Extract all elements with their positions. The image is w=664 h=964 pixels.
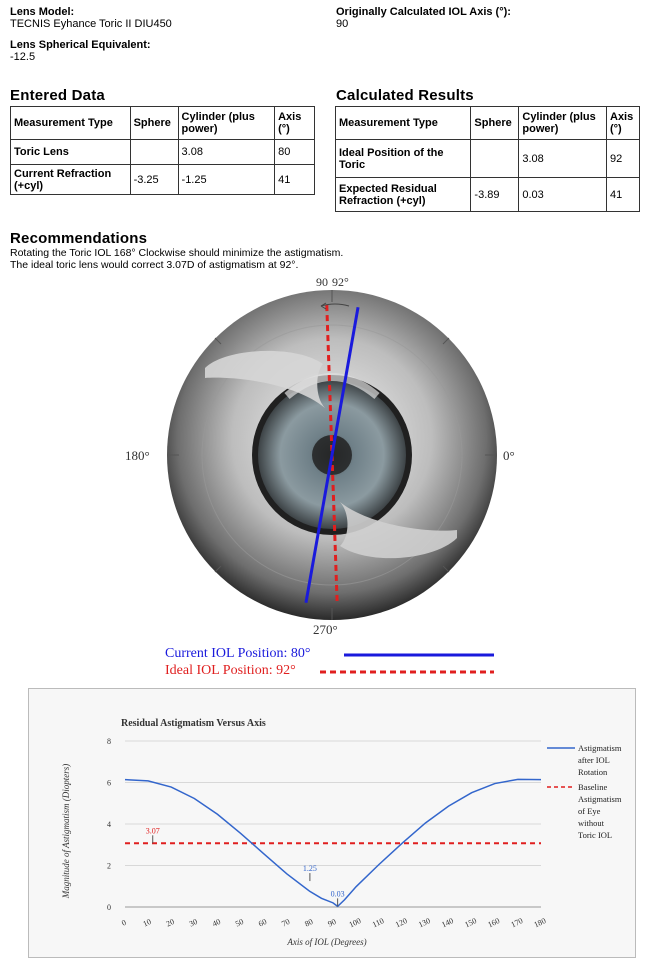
legend-baseline-line5: Toric IOL (578, 830, 613, 840)
current-iol-legend (165, 646, 310, 662)
annotation-label: 0.03 (330, 889, 345, 899)
chart-y-ticks (107, 737, 111, 912)
table-cell: 41 (275, 165, 315, 195)
label-0: 0° (503, 448, 515, 463)
y-tick-label: 8 (107, 737, 111, 746)
legend-baseline-line1: Baseline (578, 782, 608, 792)
x-tick-label: 80 (303, 916, 315, 929)
legend-curve-line3: Rotation (578, 767, 608, 777)
column-header: Sphere (130, 107, 178, 140)
table-cell: -3.25 (130, 165, 178, 195)
x-tick-label: 160 (486, 916, 502, 930)
spherical-equivalent-label: Lens Spherical Equivalent: (10, 39, 151, 51)
table-row (11, 140, 315, 165)
y-tick-label: 0 (107, 903, 111, 912)
table-row (336, 140, 640, 178)
x-tick-label: 150 (463, 916, 478, 930)
table-cell: 80 (275, 140, 315, 165)
table-cell: 92 (607, 140, 640, 178)
table-header-row (11, 107, 315, 140)
ideal-iol-legend-text: Ideal IOL Position: 92° (165, 663, 296, 678)
legend-baseline-line2: Astigmatism (578, 794, 622, 804)
table-cell: Toric Lens (11, 140, 131, 165)
x-tick-label: 10 (141, 916, 153, 929)
calculated-results-title: Calculated Results (336, 87, 474, 104)
column-header: Axis (°) (607, 107, 640, 140)
x-tick-label: 50 (233, 916, 246, 929)
recommendation-line-1: Rotating the Toric IOL 168° Clockwise should minimize the astigmatism. (10, 247, 344, 259)
table-cell: 3.08 (178, 140, 275, 165)
table-cell (130, 140, 178, 165)
lens-model-label: Lens Model: (10, 6, 75, 18)
ideal-iol-legend (165, 663, 296, 679)
table-cell: Ideal Position of the Toric (336, 140, 471, 178)
column-header: Axis (°) (275, 107, 315, 140)
x-tick-label: 70 (280, 916, 292, 929)
legend-baseline-line3: of Eye (578, 806, 601, 816)
current-iol-legend-text: Current IOL Position: 80° (165, 646, 311, 661)
label-92: 92° (332, 275, 349, 289)
x-tick-label: 90 (326, 916, 338, 929)
x-tick-label: 140 (440, 916, 455, 930)
annotation-label: 3.07 (145, 826, 160, 836)
lens-model-value: TECNIS Eyhance Toric II DIU450 (10, 18, 172, 30)
x-tick-label: 180 (532, 916, 548, 930)
legend-lines (340, 645, 500, 685)
column-header: Measurement Type (336, 107, 471, 140)
x-tick-label: 170 (509, 916, 525, 930)
chart-title: Residual Astigmatism Versus Axis (121, 718, 266, 729)
table-cell (471, 140, 519, 178)
label-90: 90 (316, 275, 328, 289)
table-cell: 41 (607, 178, 640, 212)
column-header: Cylinder (plus power) (178, 107, 275, 140)
x-axis-label: Axis of IOL (Degrees) (287, 937, 367, 947)
y-tick-label: 2 (107, 861, 111, 871)
table-row (11, 165, 315, 195)
legend-curve-line1: Astigmatism (578, 743, 622, 753)
x-tick-label: 20 (164, 916, 176, 929)
x-tick-label: 40 (210, 916, 222, 929)
column-header: Sphere (471, 107, 519, 140)
annotation-label: 1.25 (302, 864, 317, 874)
legend-curve-line2: after IOL (578, 755, 610, 765)
label-180: 180° (125, 448, 150, 463)
table-cell: 0.03 (519, 178, 607, 212)
chart-x-ticks (120, 916, 547, 929)
residual-astigmatism-chart (29, 689, 635, 957)
y-axis-label: Magnitude of Astigmatism (Diopters) (61, 763, 71, 899)
entered-data-title: Entered Data (10, 87, 105, 104)
x-tick-label: 0 (120, 917, 128, 928)
chart-legend (547, 743, 622, 840)
y-tick-label: 6 (107, 778, 111, 788)
table-row (336, 178, 640, 212)
column-header: Measurement Type (11, 107, 131, 140)
x-tick-label: 30 (187, 916, 199, 929)
table-header-row (336, 107, 640, 140)
x-tick-label: 100 (347, 916, 363, 930)
y-tick-label: 4 (107, 820, 111, 829)
residual-astigmatism-chart-panel (28, 688, 636, 958)
entered-data-table (10, 106, 315, 195)
label-270: 270° (313, 622, 338, 637)
original-axis-value: 90 (336, 18, 349, 30)
table-cell: -3.89 (471, 178, 519, 212)
recommendation-line-2: The ideal toric lens would correct 3.07D of astigmatism at 92°. (10, 259, 299, 271)
column-header: Cylinder (plus power) (519, 107, 607, 140)
chart-grid (125, 741, 541, 907)
table-cell: Current Refraction (+cyl) (11, 165, 131, 195)
x-tick-label: 60 (257, 916, 269, 929)
table-cell: -1.25 (178, 165, 275, 195)
legend-baseline-line4: without (578, 818, 604, 828)
spherical-equivalent-value: -12.5 (10, 51, 36, 63)
x-tick-label: 120 (393, 916, 409, 930)
eye-diagram (125, 275, 515, 637)
original-axis-label: Originally Calculated IOL Axis (°): (336, 6, 511, 18)
recommendations-title: Recommendations (10, 230, 148, 247)
calculated-results-table (335, 106, 640, 212)
x-tick-label: 130 (417, 916, 432, 930)
table-cell: 3.08 (519, 140, 607, 178)
table-cell: Expected Residual Refraction (+cyl) (336, 178, 471, 212)
x-tick-label: 110 (370, 916, 386, 930)
